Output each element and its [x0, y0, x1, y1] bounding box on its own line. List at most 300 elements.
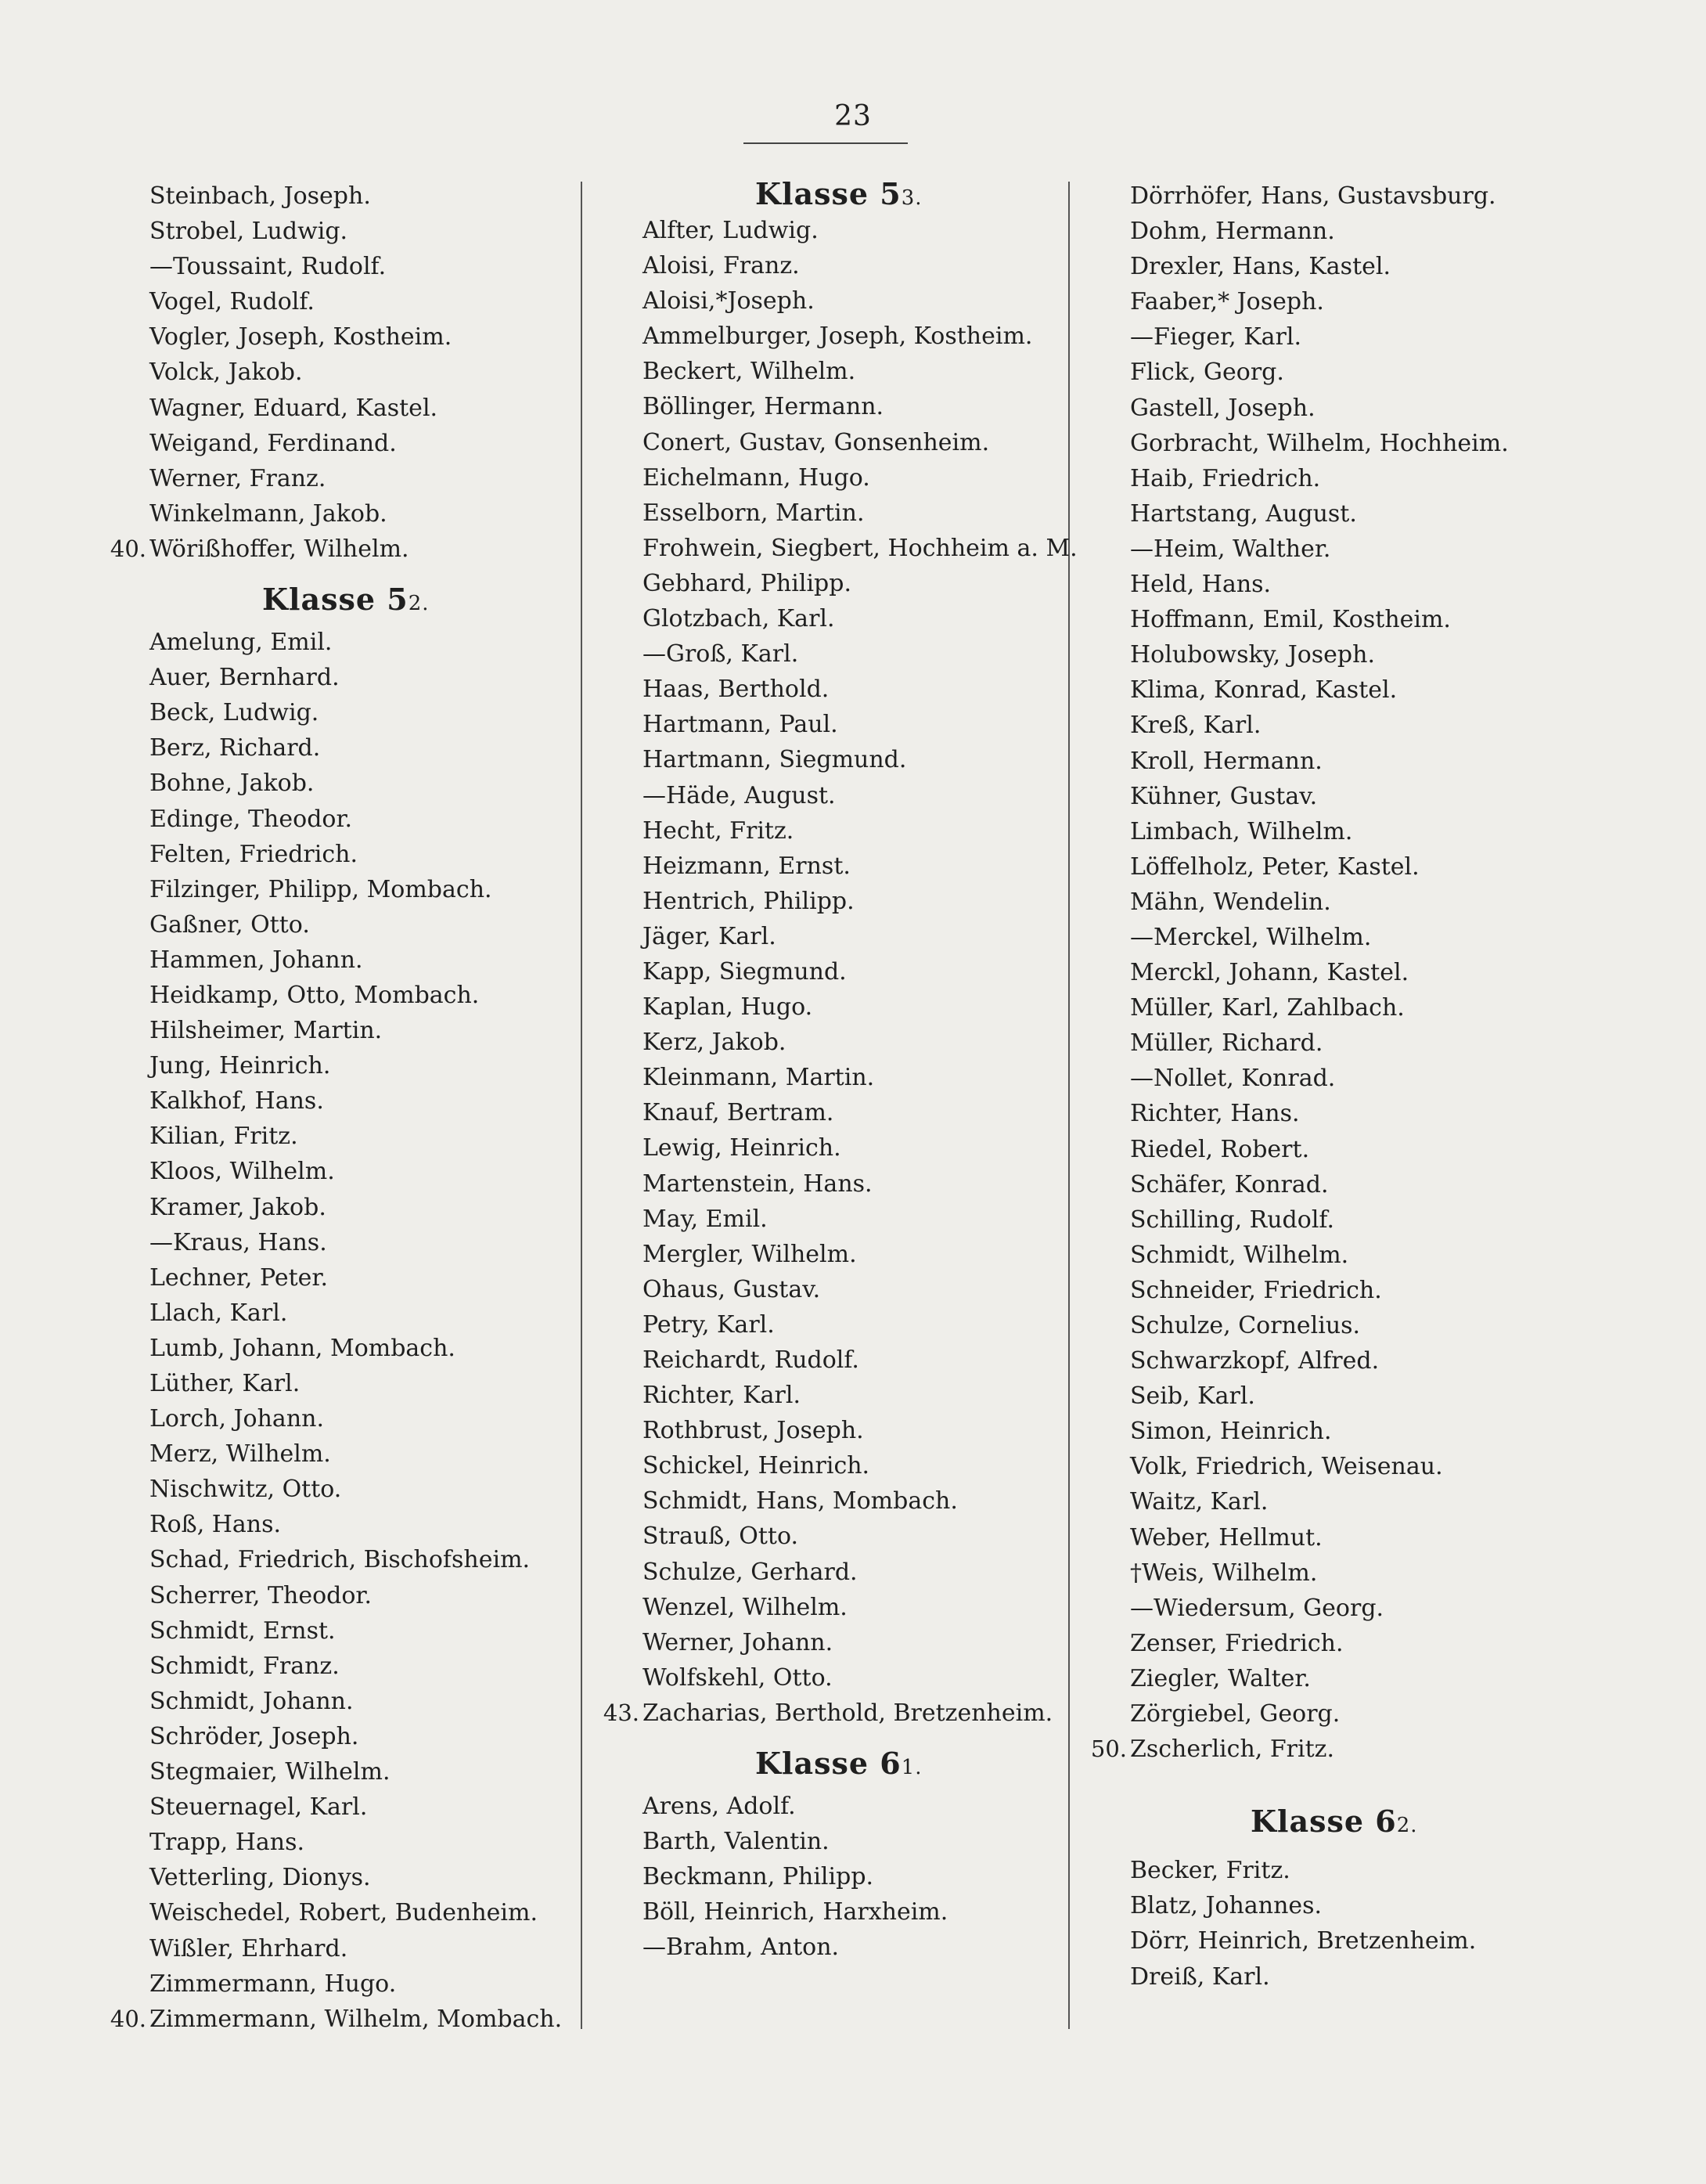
student-name: —Groß, Karl. [642, 640, 799, 669]
student-name: Lorch, Johann. [149, 1405, 324, 1433]
student-entry [1086, 284, 1603, 319]
student-entry [106, 1649, 575, 1684]
class-heading [1086, 1767, 1603, 1853]
student-name: Petry, Karl. [642, 1310, 775, 1339]
student-entry [1086, 1591, 1603, 1626]
student-entry [1086, 1959, 1603, 1995]
student-name: Schmidt, Ernst. [149, 1616, 336, 1645]
student-entry [106, 1507, 575, 1542]
student-entry [599, 778, 1068, 813]
name-column-2 [599, 176, 1078, 1966]
student-entry [599, 566, 1068, 601]
student-entry [1086, 708, 1603, 743]
student-name: Schickel, Heinrich. [642, 1452, 870, 1480]
student-name: Simon, Heinrich. [1130, 1418, 1332, 1446]
student-entry [106, 802, 575, 837]
student-name: Müller, Richard. [1130, 1029, 1323, 1058]
student-name: Riedel, Robert. [1130, 1135, 1310, 1163]
student-entry [106, 249, 575, 284]
student-name: Böllinger, Hermann. [642, 393, 884, 421]
student-name: Mähn, Wendelin. [1130, 888, 1331, 916]
student-name: Barth, Valentin. [642, 1828, 830, 1856]
student-name: Löffelholz, Peter, Kastel. [1130, 852, 1420, 881]
student-entry [106, 1578, 575, 1613]
student-entry [106, 1013, 575, 1048]
student-name: Jäger, Karl. [642, 922, 776, 950]
student-entry [1086, 1888, 1603, 1923]
student-entry [599, 1237, 1068, 1272]
student-entry [599, 813, 1068, 849]
class-heading-label: Klasse 5 [755, 176, 902, 211]
student-name: Limbach, Wilhelm. [1130, 817, 1353, 845]
entry-count: 40. [110, 535, 146, 562]
student-name: Vetterling, Dionys. [149, 1864, 371, 1892]
student-entry [106, 2002, 575, 2037]
student-entry [599, 884, 1068, 919]
student-name: Kreß, Karl. [1130, 712, 1262, 740]
student-entry [1086, 1484, 1603, 1519]
student-name: Zenser, Friedrich. [1130, 1629, 1344, 1657]
student-name: Scherrer, Theodor. [149, 1581, 372, 1609]
student-name: Glotzbach, Karl. [642, 605, 835, 633]
student-name: Schilling, Rudolf. [1130, 1206, 1334, 1234]
student-entry [599, 1378, 1068, 1413]
student-entry [1086, 567, 1603, 602]
student-entry [599, 1307, 1068, 1342]
student-name: Hartmann, Paul. [642, 711, 838, 739]
student-name: Dohm, Hermann. [1130, 218, 1335, 246]
student-entry [106, 1154, 575, 1189]
student-name: Filzinger, Philipp, Mombach. [149, 875, 492, 903]
class-heading-subscript: 2. [408, 592, 430, 616]
student-name: Roß, Hans. [149, 1511, 282, 1539]
student-name: Martenstein, Hans. [642, 1169, 873, 1198]
student-name: Heidkamp, Otto, Mombach. [149, 981, 480, 1009]
student-entry [599, 1413, 1068, 1448]
student-entry [106, 1366, 575, 1401]
student-entry [106, 660, 575, 695]
student-entry [106, 837, 575, 872]
student-entry [1086, 532, 1603, 567]
student-entry [1086, 672, 1603, 708]
student-name: Weber, Hellmut. [1130, 1523, 1323, 1552]
student-entry [599, 460, 1068, 496]
student-entry [106, 1296, 575, 1331]
class-heading-subscript: 1. [901, 1756, 923, 1780]
student-entry [106, 461, 575, 496]
student-entry [106, 1048, 575, 1083]
student-entry [599, 601, 1068, 636]
student-entry [1086, 637, 1603, 672]
student-name: Weigand, Ferdinand. [149, 429, 397, 457]
student-name: Schmidt, Hans, Mombach. [642, 1487, 958, 1515]
student-name: Hilsheimer, Martin. [149, 1017, 383, 1045]
student-name: Jung, Heinrich. [149, 1052, 331, 1080]
student-name: Zimmermann, Wilhelm, Mombach. [149, 2005, 563, 2033]
name-column-3 [1086, 178, 1603, 1995]
student-entry [1086, 849, 1603, 885]
student-name: Kapp, Siegmund. [642, 957, 847, 986]
student-name: Trapp, Hans. [149, 1829, 305, 1857]
name-column-1 [106, 178, 575, 2037]
student-name: Merckl, Johann, Kastel. [1130, 959, 1409, 987]
student-name: Schröder, Joseph. [149, 1722, 359, 1750]
student-name: Richter, Karl. [642, 1382, 801, 1410]
student-name: Gebhard, Philipp. [642, 569, 851, 597]
student-name: Werner, Franz. [149, 464, 326, 492]
student-entry [599, 1859, 1068, 1894]
student-entry [599, 989, 1068, 1025]
student-name: Hecht, Fritz. [642, 816, 794, 845]
student-entry [106, 978, 575, 1013]
student-entry [599, 954, 1068, 989]
student-entry [1086, 885, 1603, 920]
student-entry [106, 214, 575, 249]
student-name: Hentrich, Philipp. [642, 887, 855, 915]
student-name: Mergler, Wilhelm. [642, 1240, 857, 1268]
student-entry [106, 1472, 575, 1507]
student-name: Dörrhöfer, Hans, Gustavsburg. [1130, 182, 1496, 210]
student-entry [1086, 391, 1603, 426]
student-name: Vogel, Rudolf. [149, 288, 315, 316]
student-name: —Brahm, Anton. [642, 1934, 840, 1962]
student-entry [1086, 1696, 1603, 1732]
student-name: Kroll, Hermann. [1130, 747, 1323, 775]
student-name: Winkelmann, Jakob. [149, 499, 387, 528]
student-entry [599, 849, 1068, 884]
student-entry [1086, 178, 1603, 214]
student-name: Llach, Karl. [149, 1299, 288, 1327]
student-name: Strauß, Otto. [642, 1523, 799, 1551]
student-name: Eichelmann, Hugo. [642, 463, 870, 492]
class-heading [599, 178, 1068, 213]
student-name: —Kraus, Hans. [149, 1228, 327, 1256]
student-name: Kilian, Fritz. [149, 1123, 298, 1151]
student-name: Hoffmann, Emil, Kostheim. [1130, 606, 1451, 634]
column-divider [581, 182, 582, 2029]
student-entry [599, 1166, 1068, 1202]
student-entry [106, 1331, 575, 1366]
student-entry [599, 496, 1068, 531]
student-name: Flick, Georg. [1130, 359, 1284, 387]
student-name: Holubowsky, Joseph. [1130, 641, 1375, 669]
student-name: Lumb, Johann, Mombach. [149, 1334, 455, 1362]
student-entry [599, 1095, 1068, 1130]
student-name: —Wiedersum, Georg. [1130, 1594, 1384, 1622]
student-entry [599, 919, 1068, 954]
student-name: Hammen, Johann. [149, 946, 363, 974]
student-name: Dörr, Heinrich, Bretzenheim. [1130, 1927, 1477, 1955]
student-entry [1086, 1732, 1603, 1767]
student-name: Esselborn, Martin. [642, 499, 865, 527]
student-entry [1086, 355, 1603, 390]
student-name: Steuernagel, Karl. [149, 1793, 368, 1822]
student-entry [1086, 1923, 1603, 1959]
student-entry [106, 284, 575, 319]
student-name: Schwarzkopf, Alfred. [1130, 1347, 1380, 1375]
student-entry [599, 1789, 1068, 1824]
student-entry [599, 248, 1068, 283]
student-entry [1086, 744, 1603, 779]
student-name: Held, Hans. [1130, 571, 1272, 599]
student-name: Wenzel, Wilhelm. [642, 1593, 848, 1621]
student-name: Amelung, Emil. [149, 629, 333, 657]
student-name: Hartstang, August. [1130, 499, 1357, 528]
student-name: Wolfskehl, Otto. [642, 1663, 833, 1692]
student-name: Lechner, Peter. [149, 1263, 328, 1292]
student-entry [599, 319, 1068, 354]
student-name: Schneider, Friedrich. [1130, 1276, 1382, 1304]
student-name: Becker, Fritz. [1130, 1857, 1290, 1885]
student-name: Haib, Friedrich. [1130, 464, 1321, 492]
student-entry [1086, 779, 1603, 814]
student-entry [106, 1190, 575, 1225]
page-number-rule [743, 142, 908, 144]
student-entry [1086, 1238, 1603, 1273]
student-entry [106, 1719, 575, 1754]
student-entry [106, 1613, 575, 1649]
student-entry [106, 1401, 575, 1436]
student-entry [599, 1519, 1068, 1554]
student-name: Aloisi, Franz. [642, 252, 800, 280]
student-entry [1086, 319, 1603, 355]
student-name: Nischwitz, Otto. [149, 1476, 342, 1504]
student-entry [599, 1660, 1068, 1696]
student-entry [599, 636, 1068, 672]
student-entry [106, 766, 575, 801]
student-entry [1086, 496, 1603, 532]
page-number: 23 [834, 100, 872, 132]
student-entry [106, 1754, 575, 1789]
student-name: Heizmann, Ernst. [642, 852, 851, 880]
student-name: Gaßner, Otto. [149, 910, 310, 939]
class-heading [599, 1731, 1068, 1789]
student-name: Gorbracht, Wilhelm, Hochheim. [1130, 429, 1509, 457]
class-heading [106, 567, 575, 625]
student-entry [1086, 1626, 1603, 1661]
student-entry [1086, 814, 1603, 849]
column-divider [1068, 182, 1070, 2029]
student-entry [1086, 1379, 1603, 1414]
student-name: Zacharias, Berthold, Bretzenheim. [642, 1699, 1053, 1727]
student-name: Volk, Friedrich, Weisenau. [1130, 1453, 1443, 1481]
student-name: Frohwein, Siegbert, Hochheim a. M. [642, 534, 1078, 562]
student-name: Arens, Adolf. [642, 1793, 796, 1821]
student-name: Schulze, Gerhard. [642, 1558, 858, 1586]
student-entry [106, 1542, 575, 1577]
student-entry [106, 1931, 575, 1966]
student-name: Auer, Bernhard. [149, 664, 340, 692]
student-name: Schäfer, Konrad. [1130, 1170, 1329, 1198]
student-name: Kloos, Wilhelm. [149, 1158, 335, 1186]
student-entry [599, 354, 1068, 389]
student-entry [599, 1342, 1068, 1378]
student-name: —Nollet, Konrad. [1130, 1065, 1336, 1093]
student-name: Faaber,* Joseph. [1130, 288, 1324, 316]
student-name: —Heim, Walther. [1130, 535, 1331, 563]
student-entry [599, 1130, 1068, 1166]
student-name: Bohne, Jakob. [149, 769, 315, 798]
student-name: Drexler, Hans, Kastel. [1130, 253, 1391, 281]
student-name: Seib, Karl. [1130, 1382, 1255, 1411]
student-entry [1086, 1308, 1603, 1343]
student-name: Kerz, Jakob. [642, 1029, 786, 1057]
student-entry [106, 1966, 575, 2002]
student-name: Ziegler, Walter. [1130, 1664, 1311, 1692]
student-entry [1086, 602, 1603, 637]
student-name: Kaplan, Hugo. [642, 993, 813, 1022]
student-entry [106, 1260, 575, 1296]
student-entry [106, 426, 575, 461]
student-name: Merz, Wilhelm. [149, 1440, 331, 1469]
student-entry [1086, 1520, 1603, 1555]
student-entry [106, 1860, 575, 1895]
student-name: Schmidt, Franz. [149, 1652, 340, 1680]
student-name: —Toussaint, Rudolf. [149, 253, 387, 281]
student-entry [1086, 461, 1603, 496]
student-entry [1086, 1661, 1603, 1696]
student-name: Zörgiebel, Georg. [1130, 1700, 1341, 1728]
student-name: Schad, Friedrich, Bischofsheim. [149, 1546, 531, 1574]
class-heading-label: Klasse 6 [1251, 1804, 1397, 1840]
student-entry [1086, 920, 1603, 955]
student-name: Vogler, Joseph, Kostheim. [149, 323, 452, 351]
student-name: Aloisi,*Joseph. [642, 287, 815, 315]
student-entry [1086, 426, 1603, 461]
student-entry [1086, 1202, 1603, 1238]
class-heading-subscript: 2. [1396, 1814, 1418, 1838]
student-entry [106, 1825, 575, 1860]
student-entry [599, 1448, 1068, 1483]
student-entry [106, 625, 575, 660]
student-entry [106, 1684, 575, 1719]
student-name: Edinge, Theodor. [149, 805, 353, 833]
student-entry [599, 1930, 1068, 1965]
student-entry [1086, 1273, 1603, 1308]
student-name: Lewig, Heinrich. [642, 1134, 841, 1162]
student-entry [599, 707, 1068, 742]
student-name: †Weis, Wilhelm. [1130, 1559, 1318, 1587]
student-name: Strobel, Ludwig. [149, 218, 348, 246]
student-name: Steinbach, Joseph. [149, 182, 371, 210]
student-entry [1086, 249, 1603, 284]
entry-count: 40. [110, 2005, 146, 2032]
student-entry [106, 1225, 575, 1260]
student-entry [1086, 955, 1603, 990]
student-name: Waitz, Karl. [1130, 1488, 1269, 1516]
student-name: Zscherlich, Fritz. [1130, 1735, 1334, 1764]
student-name: Wagner, Eduard, Kastel. [149, 394, 438, 422]
class-heading-label: Klasse 5 [262, 582, 409, 618]
student-entry [106, 1436, 575, 1472]
student-entry [106, 1895, 575, 1930]
student-entry [599, 213, 1068, 248]
student-name: —Merckel, Wilhelm. [1130, 923, 1372, 951]
student-entry [1086, 1167, 1603, 1202]
student-entry [1086, 990, 1603, 1025]
student-entry [106, 942, 575, 978]
student-entry [599, 425, 1068, 460]
student-entry [106, 1083, 575, 1119]
student-entry [599, 1625, 1068, 1660]
student-name: Dreiß, Karl. [1130, 1962, 1270, 1991]
student-entry [1086, 1343, 1603, 1379]
class-heading-label: Klasse 6 [755, 1746, 902, 1782]
student-name: Beck, Ludwig. [149, 699, 319, 727]
student-name: Werner, Johann. [642, 1628, 833, 1656]
student-entry [599, 1824, 1068, 1859]
student-entry [106, 391, 575, 426]
student-name: Beckmann, Philipp. [642, 1863, 874, 1891]
student-name: Wißler, Ehrhard. [149, 1934, 348, 1962]
student-name: Schmidt, Johann. [149, 1687, 354, 1715]
student-entry [106, 178, 575, 214]
student-entry [599, 1025, 1068, 1060]
student-entry [599, 672, 1068, 707]
student-entry [599, 1202, 1068, 1237]
student-entry [1086, 214, 1603, 249]
student-name: Ohaus, Gustav. [642, 1275, 821, 1303]
student-name: Kalkhof, Hans. [149, 1087, 324, 1115]
student-name: Felten, Friedrich. [149, 840, 358, 868]
student-name: —Häde, August. [642, 781, 836, 809]
student-entry [599, 1272, 1068, 1307]
student-name: Knauf, Bertram. [642, 1099, 834, 1127]
student-entry [106, 319, 575, 355]
student-entry [599, 1060, 1068, 1095]
student-entry [106, 907, 575, 942]
student-name: Reichardt, Rudolf. [642, 1346, 859, 1374]
student-name: Conert, Gustav, Gonsenheim. [642, 428, 990, 456]
student-entry [106, 496, 575, 532]
student-entry [1086, 1061, 1603, 1096]
student-entry [599, 283, 1068, 319]
student-name: Kleinmann, Martin. [642, 1064, 875, 1092]
student-entry [106, 355, 575, 390]
student-name: Böll, Heinrich, Harxheim. [642, 1898, 948, 1926]
student-entry [1086, 1025, 1603, 1061]
student-entry [599, 1590, 1068, 1625]
student-entry [1086, 1132, 1603, 1167]
student-entry [106, 1789, 575, 1825]
student-name: Berz, Richard. [149, 734, 321, 762]
student-entry [599, 531, 1078, 566]
student-name: Richter, Hans. [1130, 1100, 1300, 1128]
student-entry [599, 742, 1068, 777]
student-entry [599, 1483, 1068, 1519]
student-name: Lüther, Karl. [149, 1370, 301, 1397]
student-name: Kühner, Gustav. [1130, 782, 1318, 810]
student-name: Ammelburger, Joseph, Kostheim. [642, 323, 1033, 351]
student-entry [1086, 1555, 1603, 1591]
student-name: May, Emil. [642, 1205, 768, 1233]
student-name: Alfter, Ludwig. [642, 217, 819, 244]
class-heading-subscript: 3. [901, 186, 923, 210]
student-name: Stegmaier, Wilhelm. [149, 1758, 391, 1786]
student-name: Wörißhoffer, Wilhelm. [149, 535, 409, 563]
student-name: Gastell, Joseph. [1130, 394, 1315, 422]
student-entry [1086, 1853, 1603, 1888]
student-entry [106, 532, 575, 567]
student-entry [599, 1555, 1068, 1590]
student-entry [599, 1894, 1068, 1930]
student-name: Zimmermann, Hugo. [149, 1970, 397, 1998]
student-name: Rothbrust, Joseph. [642, 1417, 864, 1445]
student-name: Schmidt, Wilhelm. [1130, 1241, 1349, 1269]
entry-count: 50. [1090, 1735, 1127, 1763]
student-entry [1086, 1449, 1603, 1484]
student-entry [1086, 1096, 1603, 1131]
